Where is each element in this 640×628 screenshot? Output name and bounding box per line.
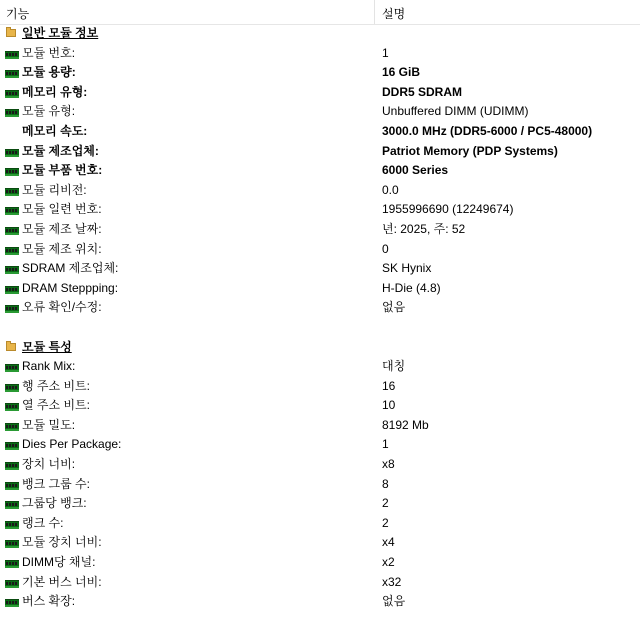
property-value: 16 GiB xyxy=(382,65,421,80)
memory-module-icon xyxy=(5,305,19,313)
property-label: DRAM Steppping: xyxy=(22,280,119,295)
property-row[interactable] xyxy=(0,240,640,260)
property-row[interactable] xyxy=(0,298,640,318)
property-row[interactable] xyxy=(0,44,640,64)
property-label: DIMM당 채널: xyxy=(22,555,96,570)
property-row[interactable] xyxy=(0,279,640,299)
feature-column-header[interactable]: 기능 xyxy=(6,7,30,21)
property-value: 없음 xyxy=(382,300,406,315)
memory-module-icon xyxy=(5,442,19,450)
memory-module-icon xyxy=(5,423,19,431)
property-label: 랭크 수: xyxy=(22,515,64,530)
property-label: 모듈 제조업체: xyxy=(22,143,99,158)
memory-module-icon xyxy=(5,70,19,78)
property-value: 년: 2025, 주: 52 xyxy=(382,221,466,236)
memory-module-icon xyxy=(5,266,19,274)
memory-module-icon xyxy=(5,286,19,294)
property-value: 0 xyxy=(382,241,389,256)
property-label: 오류 확인/수정: xyxy=(22,300,102,315)
column-header xyxy=(0,0,640,25)
property-value: Patriot Memory (PDP Systems) xyxy=(382,143,558,158)
property-value: 1 xyxy=(382,437,389,452)
property-row[interactable] xyxy=(0,122,640,142)
property-value: 3000.0 MHz (DDR5-6000 / PC5-48000) xyxy=(382,123,593,138)
property-value: 8192 Mb xyxy=(382,417,429,432)
property-value: 0.0 xyxy=(382,182,399,197)
memory-module-icon xyxy=(5,227,19,235)
property-value: Unbuffered DIMM (UDIMM) xyxy=(382,104,529,119)
memory-module-icon xyxy=(5,364,19,372)
memory-module-icon xyxy=(5,462,19,470)
property-row[interactable] xyxy=(0,377,640,397)
property-label: 장치 너비: xyxy=(22,457,76,472)
memory-module-icon xyxy=(5,247,19,255)
property-label: 그룹당 뱅크: xyxy=(22,496,87,511)
memory-module-icon xyxy=(5,149,19,157)
memory-module-icon xyxy=(5,188,19,196)
section-header[interactable] xyxy=(0,338,640,358)
memory-module-icon xyxy=(5,168,19,176)
property-label: SDRAM 제조업체: xyxy=(22,261,119,276)
property-row[interactable] xyxy=(0,200,640,220)
memory-module-icon xyxy=(5,560,19,568)
property-row[interactable] xyxy=(0,259,640,279)
property-row[interactable] xyxy=(0,475,640,495)
property-row[interactable] xyxy=(0,494,640,514)
property-row[interactable] xyxy=(0,63,640,83)
property-label: 모듈 장치 너비: xyxy=(22,535,102,550)
property-label: 열 주소 비트: xyxy=(22,398,90,413)
property-label: 뱅크 그룹 수: xyxy=(22,476,90,491)
property-row[interactable] xyxy=(0,455,640,475)
property-value: 1 xyxy=(382,45,389,60)
property-label: 모듈 유형: xyxy=(22,104,76,119)
folder-icon xyxy=(6,29,16,37)
folder-icon xyxy=(6,343,16,351)
property-row[interactable] xyxy=(0,553,640,573)
description-column-header[interactable]: 설명 xyxy=(382,7,406,21)
property-row[interactable] xyxy=(0,142,640,162)
section-header[interactable] xyxy=(0,24,640,44)
property-value: H-Die (4.8) xyxy=(382,280,441,295)
property-label: 모듈 제조 위치: xyxy=(22,241,102,256)
property-value: 2 xyxy=(382,515,389,530)
property-label: 모듈 제조 날짜: xyxy=(22,221,102,236)
property-label: 버스 확장: xyxy=(22,594,76,609)
column-divider[interactable] xyxy=(374,0,375,24)
property-row[interactable] xyxy=(0,181,640,201)
property-row[interactable] xyxy=(0,357,640,377)
property-label: 모듈 부품 번호: xyxy=(22,163,103,178)
property-label: 모듈 리비전: xyxy=(22,182,87,197)
property-value: 2 xyxy=(382,496,389,511)
property-value: 없음 xyxy=(382,594,406,609)
property-row[interactable] xyxy=(0,533,640,553)
property-list xyxy=(0,24,640,612)
property-value: 6000 Series xyxy=(382,163,449,178)
property-row[interactable] xyxy=(0,514,640,534)
property-row[interactable] xyxy=(0,573,640,593)
property-row[interactable] xyxy=(0,102,640,122)
property-row[interactable] xyxy=(0,83,640,103)
property-value: SK Hynix xyxy=(382,261,432,276)
property-value: x32 xyxy=(382,574,402,589)
property-row[interactable] xyxy=(0,416,640,436)
property-value: 10 xyxy=(382,398,396,413)
memory-module-icon xyxy=(5,403,19,411)
memory-module-icon xyxy=(5,580,19,588)
property-row[interactable] xyxy=(0,220,640,240)
spacer-row xyxy=(0,318,640,338)
property-value: 대칭 xyxy=(382,359,406,374)
property-value: 1955996690 (12249674) xyxy=(382,202,514,217)
memory-module-icon xyxy=(5,384,19,392)
property-label: 기본 버스 너비: xyxy=(22,574,102,589)
memory-module-icon xyxy=(5,540,19,548)
memory-module-icon xyxy=(5,109,19,117)
property-label: Dies Per Package: xyxy=(22,437,122,452)
property-label: 모듈 밀도: xyxy=(22,417,76,432)
property-label: 모듈 번호: xyxy=(22,45,76,60)
memory-module-icon xyxy=(5,90,19,98)
property-label: 행 주소 비트: xyxy=(22,378,90,393)
property-value: 8 xyxy=(382,476,389,491)
property-row[interactable] xyxy=(0,161,640,181)
property-row[interactable] xyxy=(0,396,640,416)
property-label: Rank Mix: xyxy=(22,359,76,374)
property-value: 16 xyxy=(382,378,396,393)
property-label: 모듈 일련 번호: xyxy=(22,202,102,217)
property-value: DDR5 SDRAM xyxy=(382,84,463,99)
memory-module-icon xyxy=(5,501,19,509)
memory-module-icon xyxy=(5,599,19,607)
property-value: x8 xyxy=(382,457,395,472)
property-row[interactable] xyxy=(0,592,640,612)
memory-module-icon xyxy=(5,521,19,529)
memory-module-icon xyxy=(5,482,19,490)
property-row[interactable] xyxy=(0,435,640,455)
property-label: 메모리 유형: xyxy=(22,84,88,99)
memory-module-icon xyxy=(5,207,19,215)
memory-module-icon xyxy=(5,51,19,59)
property-label: 모듈 특성 xyxy=(22,339,72,354)
property-label: 일반 모듈 정보 xyxy=(22,26,99,40)
property-value: x4 xyxy=(382,535,395,550)
property-label: 모듈 용량: xyxy=(22,65,76,80)
property-label: 메모리 속도: xyxy=(22,123,88,138)
property-value: x2 xyxy=(382,555,395,570)
